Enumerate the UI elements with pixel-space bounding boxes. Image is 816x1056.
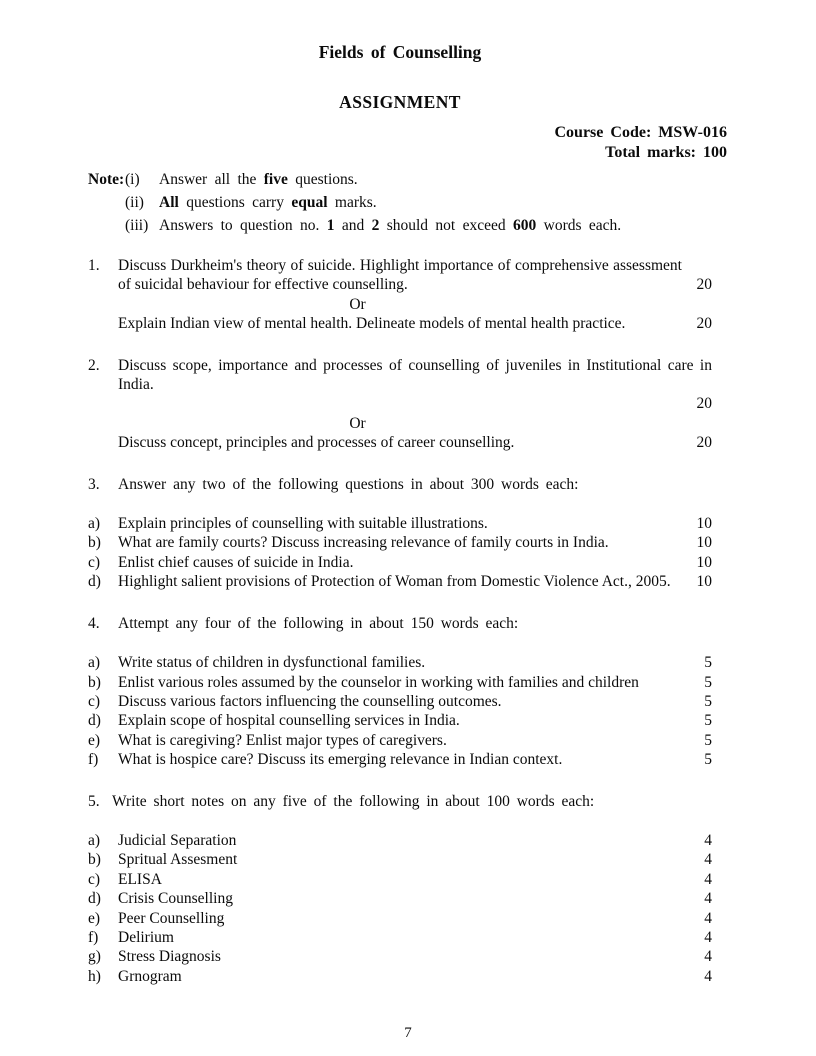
total-marks: Total marks: 100	[605, 144, 727, 161]
question-intro: Answer any two of the following questions in about 300 words each:	[118, 475, 579, 493]
question-statement	[118, 356, 712, 414]
sub-question-label: d)	[88, 890, 101, 908]
note-label: Note:	[88, 171, 125, 188]
note-number: (i)	[125, 171, 140, 188]
sub-question-label: e)	[88, 909, 101, 927]
sub-question-text: Enlist various roles assumed by the counselor in working with families and children	[118, 673, 639, 691]
note-label-spacer	[88, 194, 125, 211]
sub-question-label: a)	[88, 831, 101, 849]
marks-value: 10	[696, 534, 712, 552]
sub-question	[88, 553, 712, 572]
sub-question	[88, 692, 712, 711]
marks-value: 4	[704, 967, 712, 985]
question-number: 1.	[88, 257, 100, 274]
sub-question-label: b)	[88, 673, 101, 691]
marks-value: 4	[704, 948, 712, 966]
marks-value: 20	[696, 276, 712, 294]
marks-value: 4	[704, 928, 712, 946]
sub-question-text: Delirium	[118, 928, 174, 946]
question-number: 4.	[88, 614, 100, 632]
note-item	[88, 217, 712, 234]
sub-question	[88, 653, 712, 672]
sub-question-text: What is hospice care? Discuss its emerging relevance in Indian context.	[118, 751, 563, 769]
course-info	[88, 123, 727, 163]
sub-question-text: Highlight salient provisions of Protection of Woman from Domestic Violence Act., 2005.	[118, 573, 671, 591]
sub-question-label: b)	[88, 534, 101, 552]
question-row	[88, 356, 712, 453]
question-statement	[118, 256, 712, 295]
sub-question	[88, 947, 712, 966]
sub-question-list	[88, 514, 712, 592]
question-3	[88, 475, 712, 592]
assignment-heading: ASSIGNMENT	[339, 92, 461, 112]
sub-question-label: f)	[88, 751, 99, 769]
sub-question-label: a)	[88, 515, 101, 533]
marks-value: 5	[704, 731, 712, 749]
question-5	[88, 792, 712, 987]
note-label-spacer	[88, 217, 125, 234]
sub-question-text: Explain principles of counselling with suitable illustrations.	[118, 515, 488, 533]
sub-question	[88, 870, 712, 889]
note-text: Answer all the five questions.	[159, 171, 358, 188]
question-row	[88, 475, 712, 494]
marks-value: 10	[696, 553, 712, 571]
sub-question	[88, 889, 712, 908]
sub-question-label: e)	[88, 731, 101, 749]
question-1	[88, 256, 712, 334]
note-number: (ii)	[125, 194, 144, 211]
statement-text: Discuss concept, principles and processes of career counselling.	[118, 434, 515, 452]
sub-question-label: d)	[88, 712, 101, 730]
marks-value: 4	[704, 831, 712, 849]
marks-value: 5	[704, 751, 712, 769]
question-intro: Attempt any four of the following in about 150 words each:	[118, 614, 519, 632]
marks-value: 4	[704, 890, 712, 908]
sub-question	[88, 731, 712, 750]
question-number: 2.	[88, 356, 100, 374]
question-row	[88, 614, 712, 633]
sub-question	[88, 711, 712, 730]
marks-value: 4	[704, 909, 712, 927]
sub-question-text: Explain scope of hospital counselling services in India.	[118, 712, 460, 730]
sub-question	[88, 533, 712, 552]
marks-value: 10	[696, 515, 712, 533]
sub-question-text: Write status of children in dysfunctional families.	[118, 654, 426, 672]
question-4	[88, 614, 712, 770]
statement-text: Discuss Durkheim's theory of suicide. Highlight importance of comprehensive assessment of suicidal behaviour for effective counselling.	[118, 257, 682, 294]
sub-question-text: Discuss various factors influencing the counselling outcomes.	[118, 692, 502, 710]
sub-question-label: c)	[88, 692, 101, 710]
sub-question-text: Stress Diagnosis	[118, 948, 221, 966]
sub-question	[88, 909, 712, 928]
note-number: (iii)	[125, 217, 149, 234]
page-content	[88, 0, 727, 986]
question-intro: Write short notes on any five of the following in about 100 words each:	[112, 792, 595, 810]
sub-question-text: Spritual Assesment	[118, 851, 238, 869]
sub-question	[88, 967, 712, 986]
sub-question-text: Crisis Counselling	[118, 890, 233, 908]
sub-question-text: What are family courts? Discuss increasing relevance of family courts in India.	[118, 534, 609, 552]
marks-value: 5	[704, 692, 712, 710]
course-code: Course Code: MSW-016	[554, 124, 727, 141]
or-divider: Or	[349, 295, 366, 313]
note-item	[88, 171, 712, 188]
sub-question-text: ELISA	[118, 870, 162, 888]
sub-question	[88, 673, 712, 692]
question-row	[88, 792, 712, 811]
sub-question-list	[88, 831, 712, 986]
marks-value: 4	[704, 851, 712, 869]
marks-value: 20	[696, 434, 712, 452]
sub-question-text: What is caregiving? Enlist major types of caregivers.	[118, 731, 447, 749]
marks-value: 20	[696, 395, 712, 413]
sub-question-label: h)	[88, 967, 101, 985]
sub-question	[88, 514, 712, 533]
sub-question-text: Peer Counselling	[118, 909, 225, 927]
note-item	[88, 194, 712, 211]
question-alt-statement	[118, 433, 712, 452]
note-section	[88, 171, 712, 234]
sub-question	[88, 831, 712, 850]
question-row	[88, 256, 712, 334]
sub-question	[88, 750, 712, 769]
sub-question-label: c)	[88, 553, 101, 571]
note-text: Answers to question no. 1 and 2 should not exceed 600 words each.	[159, 217, 622, 234]
sub-question-label: a)	[88, 654, 101, 672]
sub-question-label: g)	[88, 948, 101, 966]
sub-question-label: b)	[88, 851, 101, 869]
question-alt-statement	[118, 314, 712, 333]
page-title: Fields of Counselling	[318, 42, 482, 62]
marks-value: 5	[704, 654, 712, 672]
marks-value: 5	[704, 712, 712, 730]
sub-question	[88, 572, 712, 591]
question-body	[118, 356, 712, 453]
sub-question-text: Grnogram	[118, 967, 182, 985]
sub-question-label: c)	[88, 870, 101, 888]
marks-value: 5	[704, 673, 712, 691]
question-2	[88, 356, 712, 453]
sub-question-label: f)	[88, 928, 99, 946]
sub-question-label: d)	[88, 573, 101, 591]
statement-text: Explain Indian view of mental health. Delineate models of mental health practice.	[118, 315, 626, 333]
note-text: All questions carry equal marks.	[159, 194, 377, 211]
sub-question	[88, 850, 712, 869]
sub-question-list	[88, 653, 712, 769]
marks-value: 20	[696, 315, 712, 333]
page-number: 7	[404, 1025, 412, 1041]
question-number: 5.	[88, 792, 100, 810]
statement-text: Discuss scope, importance and processes of counselling of juveniles in Institutional care in India.	[118, 356, 712, 394]
or-divider: Or	[349, 414, 366, 432]
marks-value: 4	[704, 870, 712, 888]
marks-value: 10	[696, 573, 712, 591]
sub-question	[88, 928, 712, 947]
question-number: 3.	[88, 475, 100, 493]
sub-question-text: Judicial Separation	[118, 831, 237, 849]
sub-question-text: Enlist chief causes of suicide in India.	[118, 553, 354, 571]
question-body	[118, 256, 712, 334]
